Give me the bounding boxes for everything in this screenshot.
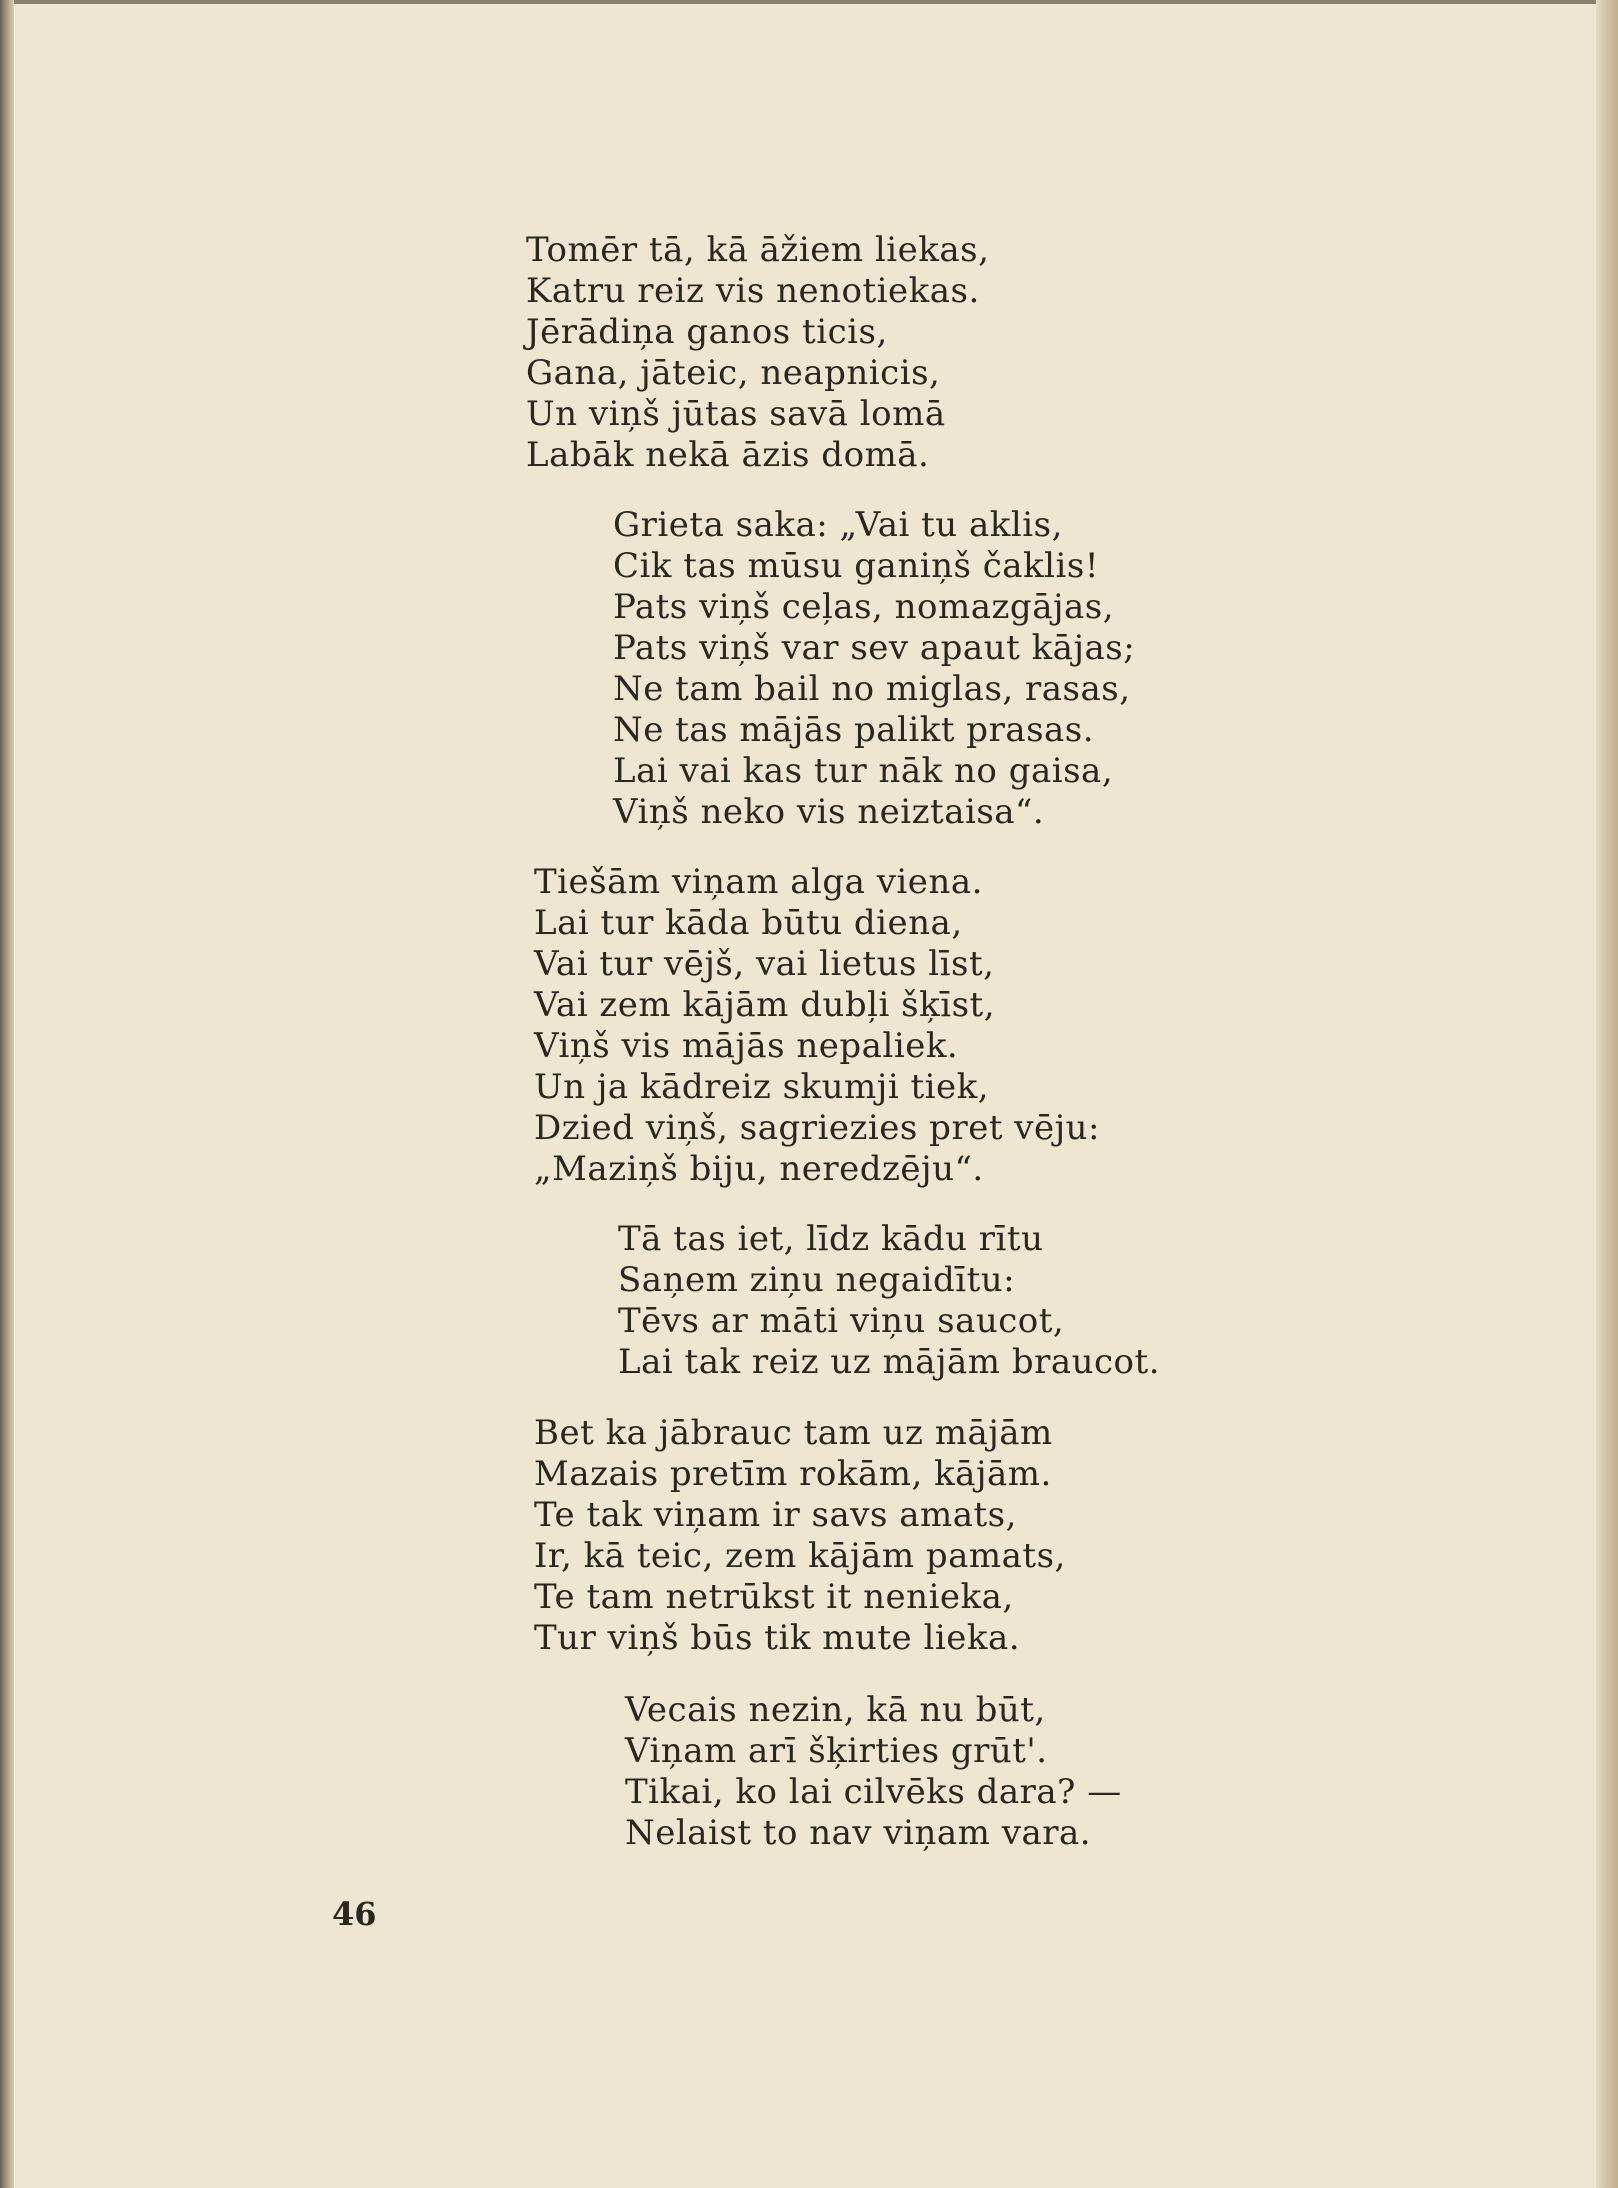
poem-line: Viņš neko vis neiztaisa“. (613, 792, 1045, 832)
poem-line: Saņem ziņu negaidītu: (618, 1260, 1016, 1300)
poem-line: Ir, kā teic, zem kājām pamats, (534, 1536, 1066, 1576)
poem-line: Dzied viņš, sagriezies pret vēju: (534, 1108, 1101, 1148)
poem-line: Pats viņš var sev apaut kājas; (613, 628, 1136, 668)
poem-line: Lai tak reiz uz mājām braucot. (618, 1342, 1160, 1382)
poem-line: Tomēr tā, kā āžiem liekas, (526, 230, 990, 270)
poem-line: Mazais pretīm rokām, kājām. (534, 1454, 1052, 1494)
poem-line: Labāk nekā āzis domā. (526, 435, 930, 475)
page-number: 46 (332, 1895, 377, 1933)
poem-line: Viņš vis mājās nepaliek. (534, 1026, 959, 1066)
poem-line: Lai vai kas tur nāk no gaisa, (613, 751, 1114, 791)
poem-line: Vecais nezin, kā nu būt, (625, 1690, 1046, 1730)
stanza-2 (613, 505, 1135, 833)
poem-line: Un viņš jūtas savā lomā (526, 394, 946, 434)
poem-line: Ne tas mājās palikt prasas. (613, 710, 1095, 750)
poem-line: Grieta saka: „Vai tu aklis, (613, 505, 1063, 545)
poem-line: Cik tas mūsu ganiņš čaklis! (613, 546, 1100, 586)
stanza-6 (625, 1690, 1122, 1854)
poem-line: Tur viņš būs tik mute lieka. (534, 1618, 1021, 1658)
poem-line: Te tam netrūkst it nenieka, (534, 1577, 1014, 1617)
poem-line: Nelaist to nav viņam vara. (625, 1813, 1092, 1853)
poem-line: Lai tur kāda būtu diena, (534, 903, 963, 943)
poem-line: Ne tam bail no miglas, rasas, (613, 669, 1131, 709)
poem-line: Tā tas iet, līdz kādu rītu (618, 1219, 1044, 1259)
poem-line: Tēvs ar māti viņu saucot, (618, 1301, 1065, 1341)
poem-line: Gana, jāteic, neapnicis, (526, 353, 941, 393)
stanza-4 (618, 1219, 1160, 1383)
poem-line: Tikai, ko lai cilvēks dara? — (625, 1772, 1122, 1812)
poem-line: Te tak viņam ir savs amats, (534, 1495, 1017, 1535)
page-binding-edge (0, 0, 14, 2188)
poem-line: Un ja kādreiz skumji tiek, (534, 1067, 990, 1107)
poem-line: Jērādiņa ganos ticis, (526, 312, 888, 352)
stanza-5 (534, 1413, 1066, 1659)
poem-line: Viņam arī šķirties grūt'. (625, 1731, 1048, 1771)
poem-line: Bet ka jābrauc tam uz mājām (534, 1413, 1053, 1453)
poem-line: Tiešām viņam alga viena. (534, 862, 983, 902)
page-right-edge (1596, 0, 1618, 2188)
page-top-edge (0, 0, 1618, 4)
stanza-1 (526, 230, 989, 476)
poem-line: Vai zem kājām dubļi šķīst, (534, 985, 996, 1025)
poem-line: Vai tur vējš, vai lietus līst, (534, 944, 995, 984)
poem-line: Katru reiz vis nenotiekas. (526, 271, 980, 311)
poem-line: Pats viņš ceļas, nomazgājas, (613, 587, 1115, 627)
poem-line: „Maziņš biju, neredzēju“. (534, 1149, 984, 1189)
stanza-3 (534, 862, 1100, 1190)
